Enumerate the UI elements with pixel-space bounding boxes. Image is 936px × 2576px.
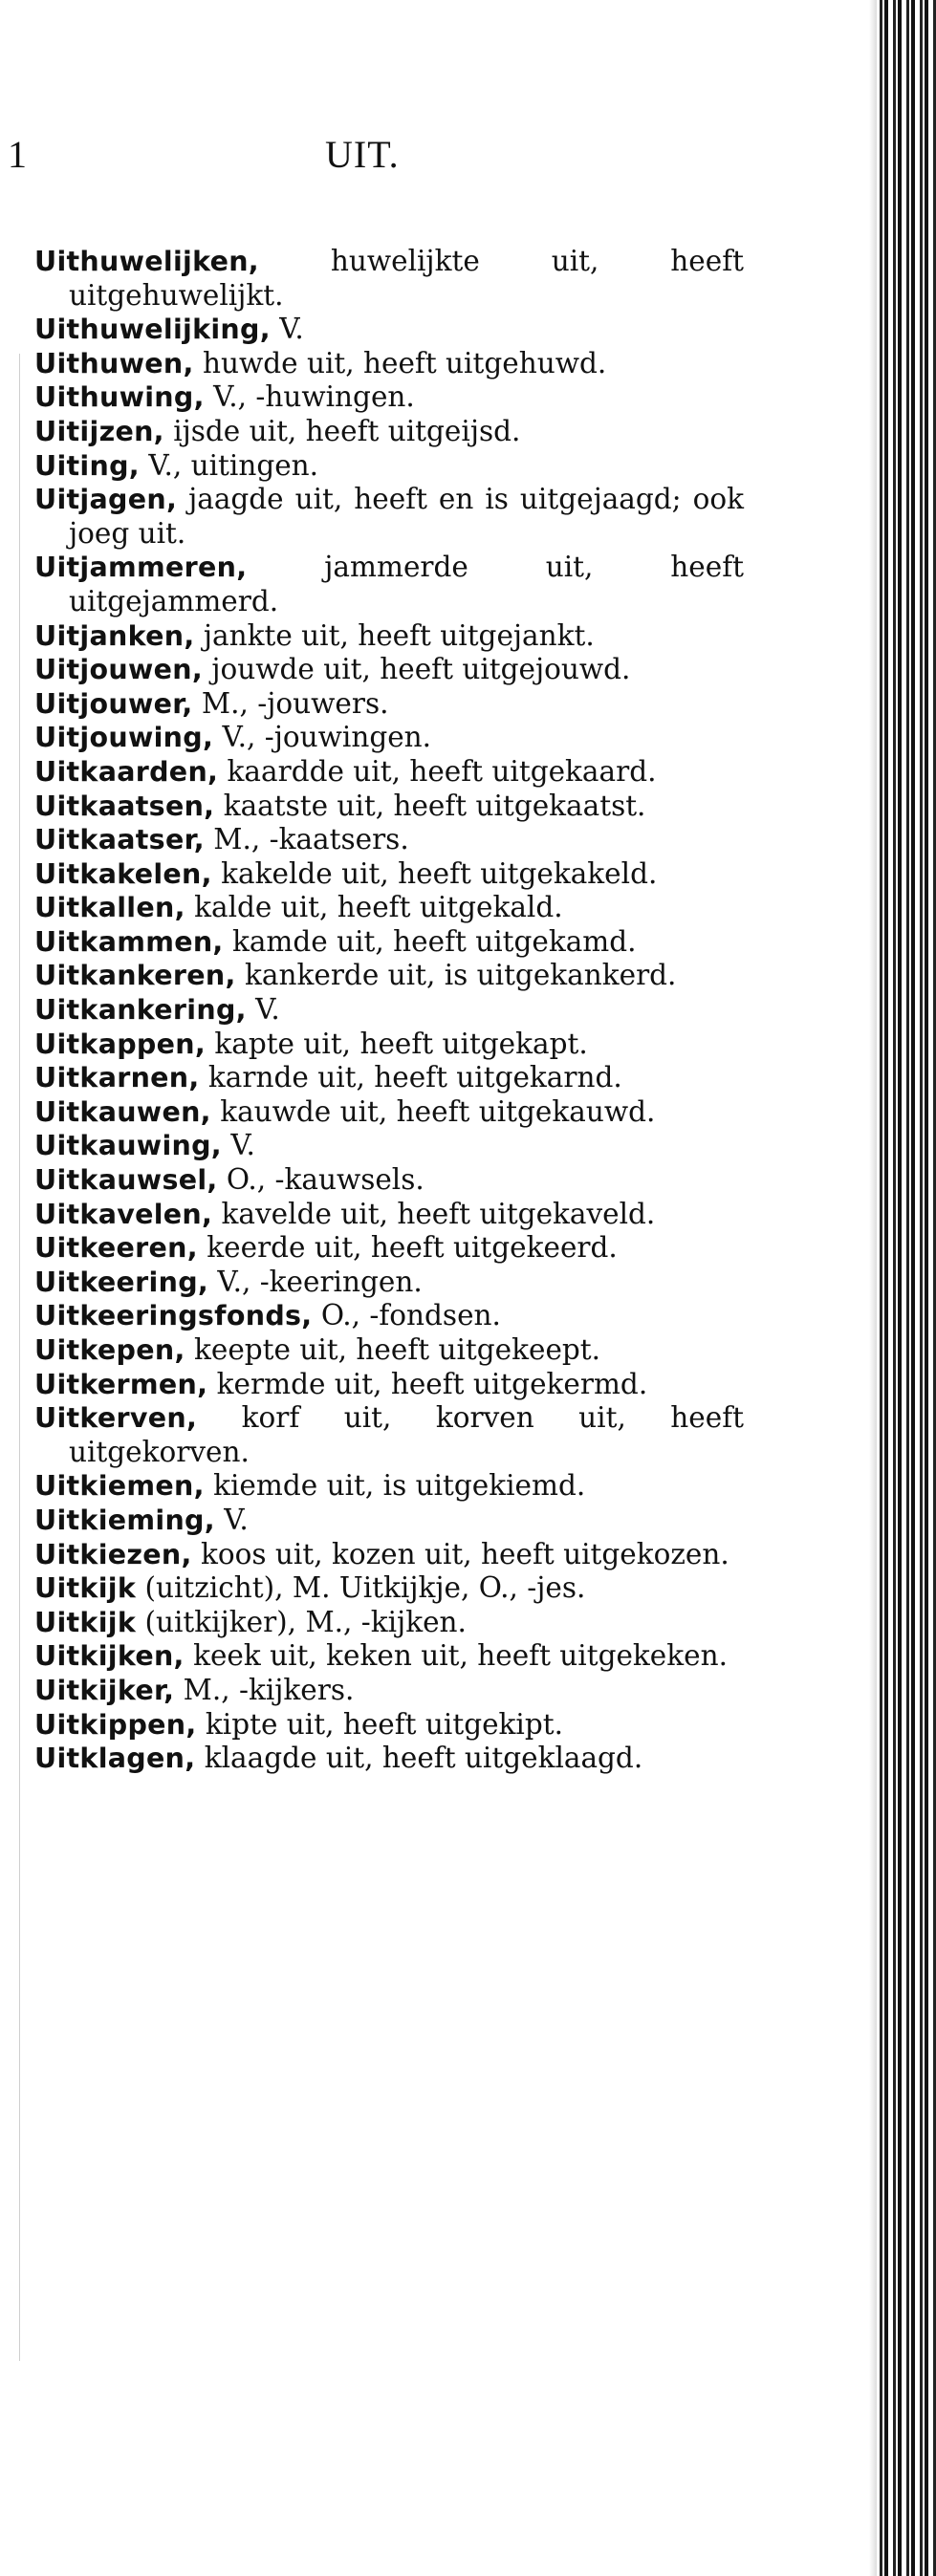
dictionary-entry — [34, 1538, 744, 1572]
dictionary-entry — [34, 1266, 744, 1300]
dictionary-entry — [34, 1469, 744, 1504]
definition: (uitzicht), M. Uitkijkje, O., -jes. — [144, 1571, 586, 1605]
dictionary-entry — [34, 1606, 744, 1640]
dictionary-entry — [34, 1129, 744, 1163]
dictionary-entry — [34, 313, 744, 347]
dictionary-entry — [34, 790, 744, 824]
headword: Uitkiezen, — [34, 1538, 192, 1570]
headword: Uithuwen, — [34, 347, 194, 379]
dictionary-entry — [34, 245, 744, 313]
definition: jankte uit, heeft uitgejankt. — [203, 618, 595, 652]
headword: Uitijzen, — [34, 415, 164, 447]
headword: Uitklagen, — [34, 1743, 196, 1775]
definition: O., -fondsen. — [320, 1299, 501, 1332]
definition: kamde uit, heeft uitgekamd. — [231, 924, 637, 958]
definition: kalde uit, heeft uitgekald. — [194, 891, 563, 924]
dictionary-entry — [34, 1299, 744, 1333]
dictionary-entry — [34, 347, 744, 381]
definition: kakelde uit, heeft uitgekakeld. — [221, 856, 658, 890]
headword: Uitjouwen, — [34, 654, 203, 686]
dictionary-entry — [34, 823, 744, 857]
definition: V., uitingen. — [148, 448, 319, 482]
headword: Uitkankering, — [34, 994, 247, 1027]
definition: kauwde uit, heeft uitgekauwd. — [220, 1094, 656, 1128]
definition: V., -huwingen. — [213, 380, 415, 414]
headword: Uitjagen, — [34, 484, 178, 516]
dictionary-entry — [34, 993, 744, 1028]
definition: huwelijkte uit, heeft uitgehuwelijkt. — [69, 245, 744, 312]
headword: Uithuwelijking, — [34, 314, 271, 346]
headword: Uitkammen, — [34, 925, 224, 958]
dictionary-entry — [34, 891, 744, 925]
dictionary-entry — [34, 1742, 744, 1776]
dictionary-entry — [34, 415, 744, 449]
dictionary-entry — [34, 755, 744, 790]
headword: Uitkankeren, — [34, 960, 236, 992]
definition: kipte uit, heeft uitgekipt. — [205, 1707, 563, 1741]
dictionary-entry — [34, 1674, 744, 1708]
headword: Uitjouwer, — [34, 687, 193, 720]
definition: V. — [230, 1129, 255, 1162]
headword: Uitjanken, — [34, 619, 195, 652]
headword: Uitkappen, — [34, 1028, 206, 1060]
headword: Uitkiemen, — [34, 1470, 205, 1503]
definition: M., -kijkers. — [183, 1673, 355, 1706]
dictionary-entry — [34, 1095, 744, 1130]
headword: Uithuwing, — [34, 381, 205, 414]
definition: M., -jouwers. — [201, 686, 389, 720]
dictionary-entry — [34, 449, 744, 484]
dictionary-entry — [34, 1639, 744, 1674]
binding-shadow — [869, 0, 877, 2576]
headword: Uitkakelen, — [34, 857, 212, 890]
headword: Uitjammeren, — [34, 552, 248, 584]
headword: Uitkepen, — [34, 1334, 185, 1366]
book-binding-edge — [877, 0, 936, 2576]
headword: Uitkaatser, — [34, 824, 205, 856]
dictionary-entry — [34, 380, 744, 415]
dictionary-entry — [34, 1333, 744, 1368]
headword: Uitkavelen, — [34, 1198, 213, 1230]
definition: klaagde uit, heeft uitgeklaagd. — [204, 1742, 643, 1775]
headword: Uitkeering, — [34, 1266, 209, 1298]
headword: Uitkaarden, — [34, 755, 219, 788]
headword: Uitkermen, — [34, 1368, 208, 1400]
dictionary-entry — [34, 1401, 744, 1469]
dictionary-entry — [34, 1368, 744, 1402]
definition: karnde uit, heeft uitgekarnd. — [207, 1061, 622, 1094]
dictionary-entry — [34, 551, 744, 618]
page-title: UIT. — [325, 133, 400, 176]
headword: Uithuwelijken, — [34, 246, 259, 277]
definition: huwde uit, heeft uitgehuwd. — [202, 346, 607, 379]
definition: kaatste uit, heeft uitgekaatst. — [223, 789, 646, 822]
dictionary-entry — [34, 1231, 744, 1266]
dictionary-entry — [34, 687, 744, 722]
definition: jouwde uit, heeft uitgejouwd. — [211, 653, 631, 686]
dictionary-entry — [34, 1504, 744, 1538]
headword: Uitjouwing, — [34, 722, 214, 754]
dictionary-entry — [34, 653, 744, 687]
headword: Uitkauwing, — [34, 1130, 222, 1162]
headword: Uitkieming, — [34, 1504, 215, 1536]
page-number: 1 — [8, 133, 27, 176]
headword: Uitkijker, — [34, 1674, 175, 1706]
dictionary-entry — [34, 1028, 744, 1062]
definition: V., -keeringen. — [217, 1265, 423, 1298]
dictionary-entry — [34, 1163, 744, 1198]
definition: V., -jouwingen. — [222, 721, 432, 754]
definition: koos uit, kozen uit, heeft uitgekozen. — [201, 1537, 729, 1570]
definition: kavelde uit, heeft uitgekaveld. — [221, 1197, 656, 1230]
headword: Uitkauwsel, — [34, 1164, 218, 1197]
definition: kermde uit, heeft uitgekermd. — [216, 1367, 648, 1400]
dictionary-entry — [34, 1708, 744, 1743]
dictionary-entry — [34, 619, 744, 654]
headword: Uitkeeringsfonds, — [34, 1300, 313, 1332]
headword: Uitkeeren, — [34, 1232, 198, 1265]
definition: M., -kaatsers. — [213, 823, 409, 856]
definition: keepte uit, heeft uitgekeept. — [194, 1333, 601, 1366]
definition: keek uit, keken uit, heeft uitgekeken. — [193, 1639, 728, 1673]
definition: jaagde uit, heeft en is uitgejaagd; ook joeg uit. — [69, 483, 744, 550]
dictionary-entry — [34, 1061, 744, 1095]
headword: Uitkauwen, — [34, 1095, 211, 1128]
headword: Uitkerven, — [34, 1402, 198, 1435]
definition: V. — [255, 993, 280, 1027]
headword: Uitkijk — [34, 1606, 137, 1638]
definition: ijsde uit, heeft uitgeijsd. — [173, 414, 521, 447]
headword: Uitkijken, — [34, 1640, 185, 1673]
headword: Uitkijk — [34, 1572, 137, 1605]
definition: kaardde uit, heeft uitgekaard. — [227, 754, 657, 788]
dictionary-entries — [34, 245, 744, 1776]
definition: O., -kauwsels. — [226, 1163, 424, 1197]
headword: Uiting, — [34, 449, 140, 482]
definition: kapte uit, heeft uitgekapt. — [214, 1027, 588, 1060]
definition: V. — [224, 1503, 249, 1536]
definition: jammerde uit, heeft uitgejammerd. — [69, 551, 744, 617]
headword: Uitkaatsen, — [34, 790, 215, 822]
dictionary-entry — [34, 857, 744, 892]
dictionary-entry — [34, 483, 744, 551]
definition: (uitkijker), M., -kijken. — [144, 1605, 467, 1638]
definition: kiemde uit, is uitgekiemd. — [213, 1469, 586, 1503]
margin-rule — [19, 354, 20, 2361]
definition: korf uit, korven uit, heeft uitgekorven. — [69, 1401, 744, 1468]
headword: Uitkippen, — [34, 1708, 197, 1741]
definition: V. — [279, 313, 304, 346]
definition: keerde uit, heeft uitgekeerd. — [207, 1231, 618, 1265]
page-header — [0, 132, 860, 189]
dictionary-entry — [34, 1198, 744, 1232]
definition: kankerde uit, is uitgekankerd. — [245, 959, 677, 992]
dictionary-entry — [34, 925, 744, 960]
dictionary-entry — [34, 721, 744, 755]
dictionary-entry — [34, 959, 744, 993]
headword: Uitkallen, — [34, 892, 185, 924]
headword: Uitkarnen, — [34, 1062, 200, 1094]
dictionary-entry — [34, 1571, 744, 1606]
